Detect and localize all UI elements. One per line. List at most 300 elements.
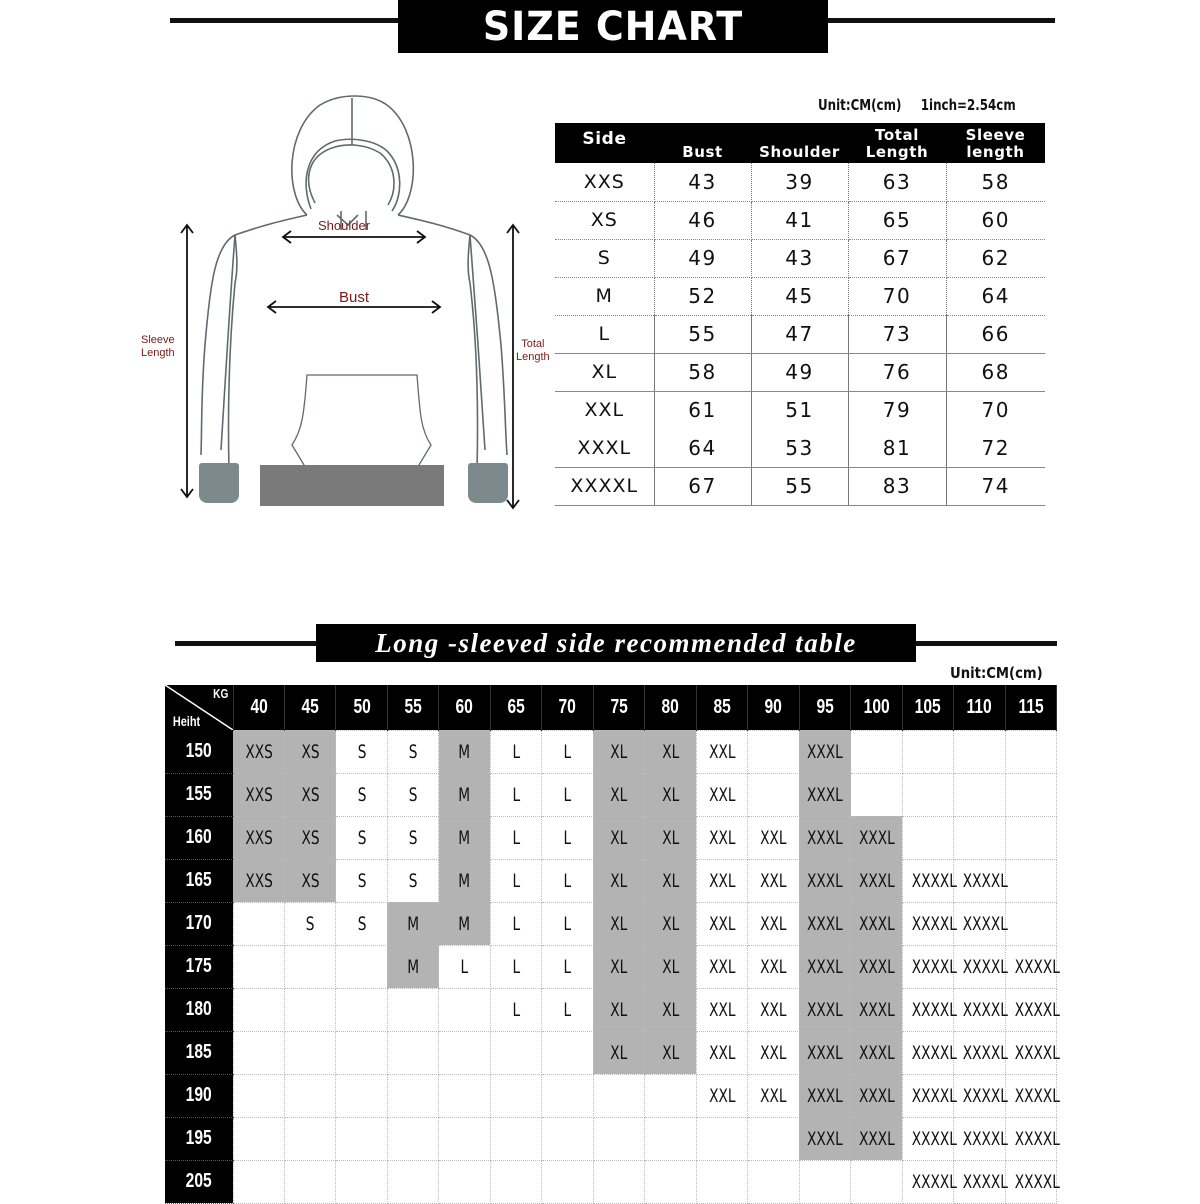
recommended-size: L (563, 869, 572, 892)
grid-cell (902, 1074, 957, 1117)
recommended-size: M (458, 826, 471, 849)
total-length-cell: 65 (848, 201, 946, 239)
recommended-size: XXXXL (911, 869, 957, 892)
total-length-cell: 63 (848, 163, 946, 201)
grid-cell (336, 902, 387, 945)
page-title (398, 0, 828, 53)
rec-title-rule-left (175, 641, 318, 646)
grid-cell (490, 1160, 541, 1203)
grid-cell (1005, 859, 1056, 902)
grid-cell (284, 1074, 335, 1117)
recommended-size: M (407, 912, 420, 935)
weight-value: 115 (1018, 695, 1044, 718)
grid-cell (1005, 1117, 1060, 1160)
grid-cell (954, 773, 1005, 816)
grid-cell (284, 859, 335, 902)
grid-cell (593, 945, 644, 988)
grid-cell (542, 988, 593, 1031)
recommended-size: XXS (245, 740, 273, 763)
grid-cell (593, 902, 644, 945)
recommended-size: XL (661, 783, 679, 806)
col-header-bust: Bust (654, 123, 751, 163)
recommended-size: XXXXL (911, 1041, 957, 1064)
bust-cell: 52 (654, 277, 751, 315)
weight-value: 105 (914, 695, 941, 718)
total-length-cell: 70 (848, 277, 946, 315)
grid-cell (954, 859, 1008, 902)
grid-cell (233, 816, 284, 859)
recommended-size: L (563, 998, 572, 1021)
height-header (165, 988, 233, 1031)
grid-row-height-195 (165, 1117, 1057, 1160)
recommended-size: XXL (708, 955, 736, 978)
grid-cell (593, 730, 644, 773)
grid-cell (748, 1160, 799, 1203)
unit-label: Unit:CM(cm) (818, 96, 902, 114)
recommended-size: M (458, 869, 471, 892)
grid-cell (1005, 1160, 1060, 1203)
recommended-size: M (458, 912, 471, 935)
recommended-size: XXL (708, 740, 736, 763)
grid-cell (1005, 816, 1056, 859)
grid-cell (902, 773, 953, 816)
recommended-size: XXL (760, 955, 787, 978)
grid-cell (542, 945, 593, 988)
grid-cell (490, 988, 541, 1031)
size-cell: XL (555, 353, 654, 391)
grid-cell (490, 902, 541, 945)
sleeve-length-cell: 64 (946, 277, 1045, 315)
recommended-size: XXS (245, 783, 273, 806)
grid-cell (233, 1074, 284, 1117)
recommended-size: XL (661, 826, 679, 849)
grid-cell (233, 730, 284, 773)
recommended-size: L (512, 826, 520, 849)
height-header (165, 816, 233, 859)
grid-cell (336, 816, 387, 859)
sleeve-length-cell: 70 (981, 398, 1010, 423)
height-value: 155 (185, 783, 212, 805)
recommended-size: XL (610, 998, 628, 1021)
recommended-size: XXXL (807, 955, 843, 978)
recommended-size: S (357, 912, 367, 935)
recommendation-title-text: Long -sleeved side recommended table (375, 627, 857, 658)
grid-cell (233, 988, 284, 1031)
grid-cell (851, 1160, 902, 1203)
weight-header-110 (954, 685, 1005, 730)
grid-cell (748, 945, 799, 988)
recommended-size: XXXL (858, 826, 895, 849)
grid-cell (851, 945, 902, 988)
recommended-size: XXS (245, 826, 273, 849)
grid-cell (851, 1031, 902, 1074)
recommended-size: M (458, 783, 471, 806)
grid-cell (593, 816, 644, 859)
grid-cell (336, 1160, 387, 1203)
grid-cell (851, 816, 902, 859)
weight-value: 110 (966, 695, 992, 718)
height-label: Heiht (172, 713, 201, 729)
weight-value: 45 (301, 695, 319, 718)
grid-cell (233, 945, 284, 988)
grid-cell (645, 859, 696, 902)
grid-cell (851, 1074, 902, 1117)
size-cell: XXXXL (555, 467, 654, 505)
recommended-size: XXXL (858, 955, 895, 978)
grid-cell (799, 816, 850, 859)
recommended-size: XXL (708, 912, 736, 935)
weight-header-60 (439, 685, 490, 730)
grid-cell (284, 730, 335, 773)
grid-cell (284, 1117, 335, 1160)
grid-cell (336, 988, 387, 1031)
col-header-shoulder: Shoulder (751, 123, 848, 163)
shoulder-label: Shoulder (318, 218, 371, 233)
grid-cell (799, 1074, 850, 1117)
shoulder-cell: 51 (751, 391, 848, 429)
recommended-size: XXXL (807, 826, 843, 849)
recommended-size: XL (610, 869, 628, 892)
grid-cell (645, 773, 696, 816)
grid-cell (748, 1031, 799, 1074)
sleeve-length-cell: 66 (946, 315, 1045, 353)
grid-cell (284, 988, 335, 1031)
weight-value: 40 (250, 695, 268, 718)
recommended-size: XXL (760, 826, 787, 849)
grid-cell (439, 902, 490, 945)
height-value: 195 (185, 1127, 212, 1149)
grid-cell (799, 1031, 850, 1074)
shoulder-cell: 49 (751, 353, 848, 391)
height-header (165, 773, 233, 816)
grid-cell (954, 1074, 1008, 1117)
sleeve-length-cell: 74 (946, 467, 1045, 505)
recommended-size: XXXL (858, 912, 895, 935)
grid-cell (336, 1031, 387, 1074)
weight-value: 80 (661, 695, 680, 718)
grid-cell (490, 1074, 541, 1117)
weight-value: 60 (455, 695, 474, 718)
recommended-size: XS (301, 740, 320, 763)
bust-cell: 61 (654, 391, 751, 429)
grid-cell (439, 1117, 490, 1160)
table-row (555, 353, 1045, 391)
grid-cell (851, 902, 902, 945)
grid-cell (696, 1074, 747, 1117)
recommended-size: XXXXL (1014, 1084, 1060, 1107)
recommended-size: L (512, 998, 520, 1021)
grid-cell (542, 1160, 593, 1203)
sleeve-length-cell: 60 (946, 201, 1045, 239)
grid-cell (593, 1160, 644, 1203)
recommended-size: XXXXL (911, 1127, 957, 1150)
weight-value: 100 (863, 695, 890, 718)
grid-cell (954, 1160, 1008, 1203)
height-value: 170 (185, 912, 212, 934)
recommended-size: XL (610, 740, 628, 763)
grid-cell (490, 816, 541, 859)
grid-cell (748, 773, 799, 816)
recommended-size: XS (301, 869, 320, 892)
rec-title-rule-right (914, 641, 1057, 646)
recommended-size: XL (661, 955, 679, 978)
grid-cell (696, 988, 747, 1031)
grid-cell (696, 773, 747, 816)
recommended-size: XXXL (858, 869, 895, 892)
grid-cell (233, 1160, 284, 1203)
recommended-size: L (512, 740, 520, 763)
grid-cell (851, 988, 902, 1031)
total-length-cell: 67 (848, 239, 946, 277)
recommended-size: XL (610, 912, 628, 935)
weight-header-55 (387, 685, 438, 730)
grid-cell (954, 1117, 1008, 1160)
grid-cell (490, 945, 541, 988)
sleeve-length-line2: Length (141, 346, 175, 359)
grid-cell (336, 1117, 387, 1160)
recommended-size: XXXXL (962, 998, 1008, 1021)
title-rule-right (826, 18, 1055, 23)
size-cell: S (555, 239, 654, 277)
grid-cell (902, 730, 953, 773)
shoulder-cell: 41 (751, 201, 848, 239)
weight-header-105 (902, 685, 953, 730)
recommended-size: XXXL (858, 1084, 895, 1107)
grid-cell (542, 1031, 593, 1074)
bust-cell: 49 (654, 239, 751, 277)
table-row (555, 163, 1045, 201)
recommended-size: L (563, 740, 572, 763)
table-row (555, 277, 1045, 315)
grid-cell (336, 730, 387, 773)
recommended-size: XXS (245, 869, 273, 892)
grid-cell (593, 1117, 644, 1160)
grid-cell (1005, 988, 1060, 1031)
height-value: 205 (185, 1170, 212, 1192)
grid-cell (645, 902, 696, 945)
bust-cell: 64 (654, 429, 751, 467)
recommended-size: XXXXL (962, 869, 1008, 892)
bust-cell: 43 (654, 163, 751, 201)
weight-header-80 (645, 685, 696, 730)
grid-cell (542, 859, 593, 902)
recommended-size: XXXXL (911, 955, 957, 978)
grid-row-height-165 (165, 859, 1057, 902)
recommended-size: XL (610, 1041, 628, 1064)
grid-cell (851, 730, 902, 773)
rec-unit-label: Unit:CM(cm) (950, 664, 1043, 682)
weight-value: 95 (816, 695, 834, 718)
grid-row-height-185 (165, 1031, 1057, 1074)
weight-value: 55 (404, 695, 422, 718)
recommended-size: XXXXL (1014, 998, 1060, 1021)
weight-header-40 (233, 685, 284, 730)
grid-cell (696, 859, 747, 902)
grid-cell (1005, 1031, 1060, 1074)
grid-cell (439, 988, 490, 1031)
recommended-size: XXXXL (1014, 1041, 1060, 1064)
grid-cell (696, 945, 747, 988)
recommended-size: XL (661, 998, 679, 1021)
recommended-size: S (357, 740, 367, 763)
grid-cell (1005, 1074, 1060, 1117)
grid-cell (748, 730, 799, 773)
recommended-size: XL (661, 869, 679, 892)
height-value: 165 (185, 869, 212, 891)
grid-cell (645, 730, 696, 773)
total-length-cell: 81 (848, 429, 946, 467)
shoulder-cell: 47 (751, 315, 848, 353)
grid-cell (387, 902, 438, 945)
grid-row-height-170 (165, 902, 1057, 945)
recommended-size: XXL (708, 783, 736, 806)
page-title-text: SIZE CHART (482, 3, 744, 50)
table-row (555, 315, 1045, 353)
grid-cell (645, 945, 696, 988)
table-row (555, 239, 1045, 277)
recommended-size: XXXL (807, 869, 843, 892)
grid-row-height-155 (165, 773, 1057, 816)
weight-header-115 (1005, 685, 1056, 730)
recommended-size: XXL (760, 912, 787, 935)
grid-cell (593, 859, 644, 902)
bust-cell: 55 (654, 315, 751, 353)
recommended-size: S (357, 869, 367, 892)
recommended-size: XXXXL (1014, 1170, 1060, 1193)
weight-header-85 (696, 685, 747, 730)
grid-cell (233, 1117, 284, 1160)
grid-cell (645, 988, 696, 1031)
grid-cell (902, 945, 957, 988)
grid-cell (902, 816, 953, 859)
grid-cell (696, 816, 747, 859)
grid-cell (439, 1031, 490, 1074)
grid-cell (336, 773, 387, 816)
grid-cell (902, 1117, 957, 1160)
height-header (165, 945, 233, 988)
recommended-size: XL (661, 740, 679, 763)
grid-cell (748, 1117, 799, 1160)
table-row (555, 201, 1045, 239)
grid-cell (336, 1074, 387, 1117)
recommended-size: XXXXL (962, 1127, 1008, 1150)
recommended-size: XL (610, 955, 628, 978)
recommended-size: XXXL (807, 998, 843, 1021)
grid-cell (284, 1160, 335, 1203)
weight-value: 65 (507, 695, 525, 718)
height-value: 190 (185, 1084, 212, 1106)
recommended-size: L (512, 912, 520, 935)
weight-value: 85 (713, 695, 731, 718)
weight-header-100 (851, 685, 902, 730)
grid-cell (542, 816, 593, 859)
shoulder-cell: 53 (751, 429, 848, 467)
total-length-cell: 73 (848, 315, 946, 353)
recommended-size: L (512, 869, 520, 892)
grid-cell (645, 816, 696, 859)
size-cell: XXL (555, 391, 654, 429)
grid-cell (284, 902, 335, 945)
grid-cell (439, 730, 490, 773)
recommended-size: L (460, 955, 469, 978)
total-length-line1: Total (521, 338, 545, 350)
grid-cell (851, 773, 902, 816)
grid-cell (1005, 902, 1056, 945)
grid-cell (748, 816, 799, 859)
grid-cell (233, 773, 284, 816)
grid-cell (490, 1117, 541, 1160)
shoulder-cell: 39 (751, 163, 848, 201)
sleeve-length-label (141, 334, 175, 359)
grid-row-height-180 (165, 988, 1057, 1031)
grid-cell (748, 1074, 799, 1117)
height-value: 160 (185, 826, 212, 848)
grid-row-height-190 (165, 1074, 1057, 1117)
recommended-size: XXXXL (911, 912, 957, 935)
weight-header-row (165, 685, 1057, 730)
grid-cell (954, 902, 1008, 945)
grid-cell (593, 988, 644, 1031)
sleeve-length-cell: 72 (946, 429, 1045, 467)
grid-cell (542, 730, 593, 773)
grid-row-height-150 (165, 730, 1057, 773)
grid-cell (542, 902, 593, 945)
grid-cell (696, 1117, 747, 1160)
recommended-size: XXXXL (962, 1170, 1008, 1193)
table-row (555, 429, 1045, 467)
grid-cell (387, 730, 438, 773)
size-cell: XXS (555, 163, 654, 201)
recommended-size: L (563, 955, 572, 978)
grid-row-height-205 (165, 1160, 1057, 1203)
height-header (165, 1160, 233, 1203)
grid-cell (284, 816, 335, 859)
grid-cell (1005, 945, 1060, 988)
table-row (555, 467, 1045, 505)
recommended-size: XXL (760, 1041, 787, 1064)
size-measurement-table (555, 123, 1045, 506)
grid-cell (799, 773, 850, 816)
grid-cell (439, 1160, 490, 1203)
recommended-size: XXXL (807, 783, 843, 806)
recommended-size: L (512, 783, 520, 806)
recommended-size: S (357, 826, 367, 849)
weight-value: 90 (764, 695, 783, 718)
recommended-size: XXXXL (911, 998, 957, 1021)
total-length-cell: 83 (848, 467, 946, 505)
recommended-size: XS (301, 826, 320, 849)
grid-cell (954, 988, 1008, 1031)
grid-cell (696, 902, 747, 945)
grid-cell (748, 988, 799, 1031)
col-header-sleeve-length (946, 123, 1045, 163)
grid-cell (954, 945, 1008, 988)
recommended-size: XL (661, 1041, 679, 1064)
height-header (165, 902, 233, 945)
shoulder-cell: 43 (751, 239, 848, 277)
grid-cell (645, 1117, 696, 1160)
grid-cell (799, 988, 850, 1031)
grid-cell (284, 773, 335, 816)
grid-cell (696, 730, 747, 773)
col-header-sleeve-line1: Sleeve (965, 126, 1026, 144)
weight-header-70 (542, 685, 593, 730)
grid-cell (284, 1031, 335, 1074)
grid-cell (593, 1031, 644, 1074)
grid-cell (696, 1160, 747, 1203)
recommended-size: XXXXL (1014, 955, 1060, 978)
grid-cell (748, 859, 799, 902)
